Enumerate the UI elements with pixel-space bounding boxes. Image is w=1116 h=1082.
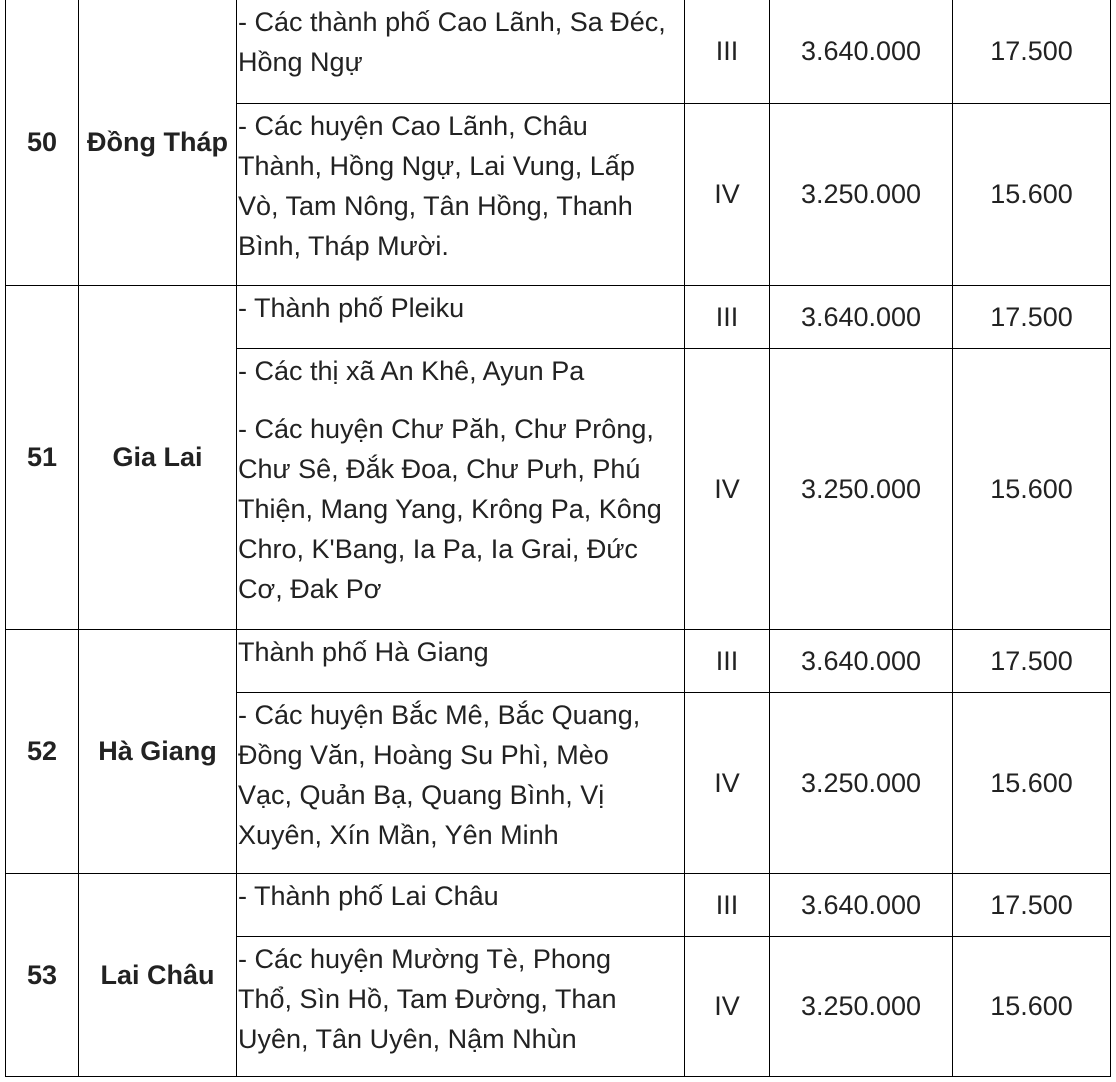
area-description xyxy=(237,693,685,874)
area-line: - Thành phố Lai Châu xyxy=(238,881,499,911)
area-description xyxy=(237,630,685,693)
region-table xyxy=(5,0,1111,1077)
area-line: Hồng Ngự xyxy=(238,47,363,77)
amount-value: 17.500 xyxy=(953,0,1111,104)
table-row xyxy=(6,286,1111,349)
area-class: IV xyxy=(685,349,770,630)
row-number: 51 xyxy=(6,286,79,630)
area-class: IV xyxy=(685,937,770,1077)
table-body xyxy=(6,0,1111,1077)
area-line: Thổ, Sìn Hồ, Tam Đường, Than xyxy=(238,984,617,1014)
area-line: - Các huyện Mường Tè, Phong xyxy=(238,944,611,974)
table-row xyxy=(6,874,1111,937)
area-line: - Các huyện Chư Păh, Chư Prông, xyxy=(238,414,654,444)
area-class: IV xyxy=(685,693,770,874)
area-line: Thành, Hồng Ngự, Lai Vung, Lấp xyxy=(238,151,635,181)
price-value: 3.640.000 xyxy=(770,874,953,937)
amount-value: 17.500 xyxy=(953,874,1111,937)
amount-value: 15.600 xyxy=(953,349,1111,630)
area-class: IV xyxy=(685,104,770,286)
table-row xyxy=(6,0,1111,104)
price-value: 3.640.000 xyxy=(770,0,953,104)
amount-value: 15.600 xyxy=(953,104,1111,286)
price-value: 3.640.000 xyxy=(770,286,953,349)
row-number: 50 xyxy=(6,0,79,286)
area-line: - Các thành phố Cao Lãnh, Sa Đéc, xyxy=(238,7,666,37)
area-description xyxy=(237,104,685,286)
area-line: - Các thị xã An Khê, Ayun Pa xyxy=(238,356,585,386)
amount-value: 17.500 xyxy=(953,630,1111,693)
area-description xyxy=(237,0,685,104)
amount-value: 15.600 xyxy=(953,937,1111,1077)
area-class: III xyxy=(685,286,770,349)
price-value: 3.250.000 xyxy=(770,104,953,286)
area-class: III xyxy=(685,0,770,104)
area-line: Uyên, Tân Uyên, Nậm Nhùn xyxy=(238,1024,577,1054)
row-number: 52 xyxy=(6,630,79,874)
price-value: 3.250.000 xyxy=(770,693,953,874)
province-name: Hà Giang xyxy=(79,630,237,874)
price-value: 3.250.000 xyxy=(770,937,953,1077)
province-name: Đồng Tháp xyxy=(79,0,237,286)
area-line: Xuyên, Xín Mần, Yên Minh xyxy=(238,820,559,850)
amount-value: 17.500 xyxy=(953,286,1111,349)
area-line: Đồng Văn, Hoàng Su Phì, Mèo xyxy=(238,740,609,770)
province-name: Lai Châu xyxy=(79,874,237,1077)
area-line: Chư Sê, Đắk Đoa, Chư Pưh, Phú xyxy=(238,454,641,484)
area-class: III xyxy=(685,630,770,693)
price-value: 3.250.000 xyxy=(770,349,953,630)
area-description xyxy=(237,874,685,937)
area-line: Thiện, Mang Yang, Krông Pa, Kông xyxy=(238,494,662,524)
amount-value: 15.600 xyxy=(953,693,1111,874)
area-line: - Các huyện Cao Lãnh, Châu xyxy=(238,111,588,141)
price-value: 3.640.000 xyxy=(770,630,953,693)
area-line: Vò, Tam Nông, Tân Hồng, Thanh xyxy=(238,191,633,221)
area-line: Cơ, Đak Pơ xyxy=(238,574,382,604)
area-line: Thành phố Hà Giang xyxy=(238,637,489,667)
area-line: - Thành phố Pleiku xyxy=(238,293,465,323)
area-line: Bình, Tháp Mười. xyxy=(238,231,449,261)
table-row xyxy=(6,630,1111,693)
area-description xyxy=(237,349,685,630)
row-number: 53 xyxy=(6,874,79,1077)
area-line: - Các huyện Bắc Mê, Bắc Quang, xyxy=(238,700,641,730)
province-name: Gia Lai xyxy=(79,286,237,630)
area-description xyxy=(237,286,685,349)
area-line: Vạc, Quản Bạ, Quang Bình, Vị xyxy=(238,780,605,810)
area-class: III xyxy=(685,874,770,937)
area-description xyxy=(237,937,685,1077)
area-line: Chro, K'Bang, Ia Pa, Ia Grai, Đức xyxy=(238,534,638,564)
